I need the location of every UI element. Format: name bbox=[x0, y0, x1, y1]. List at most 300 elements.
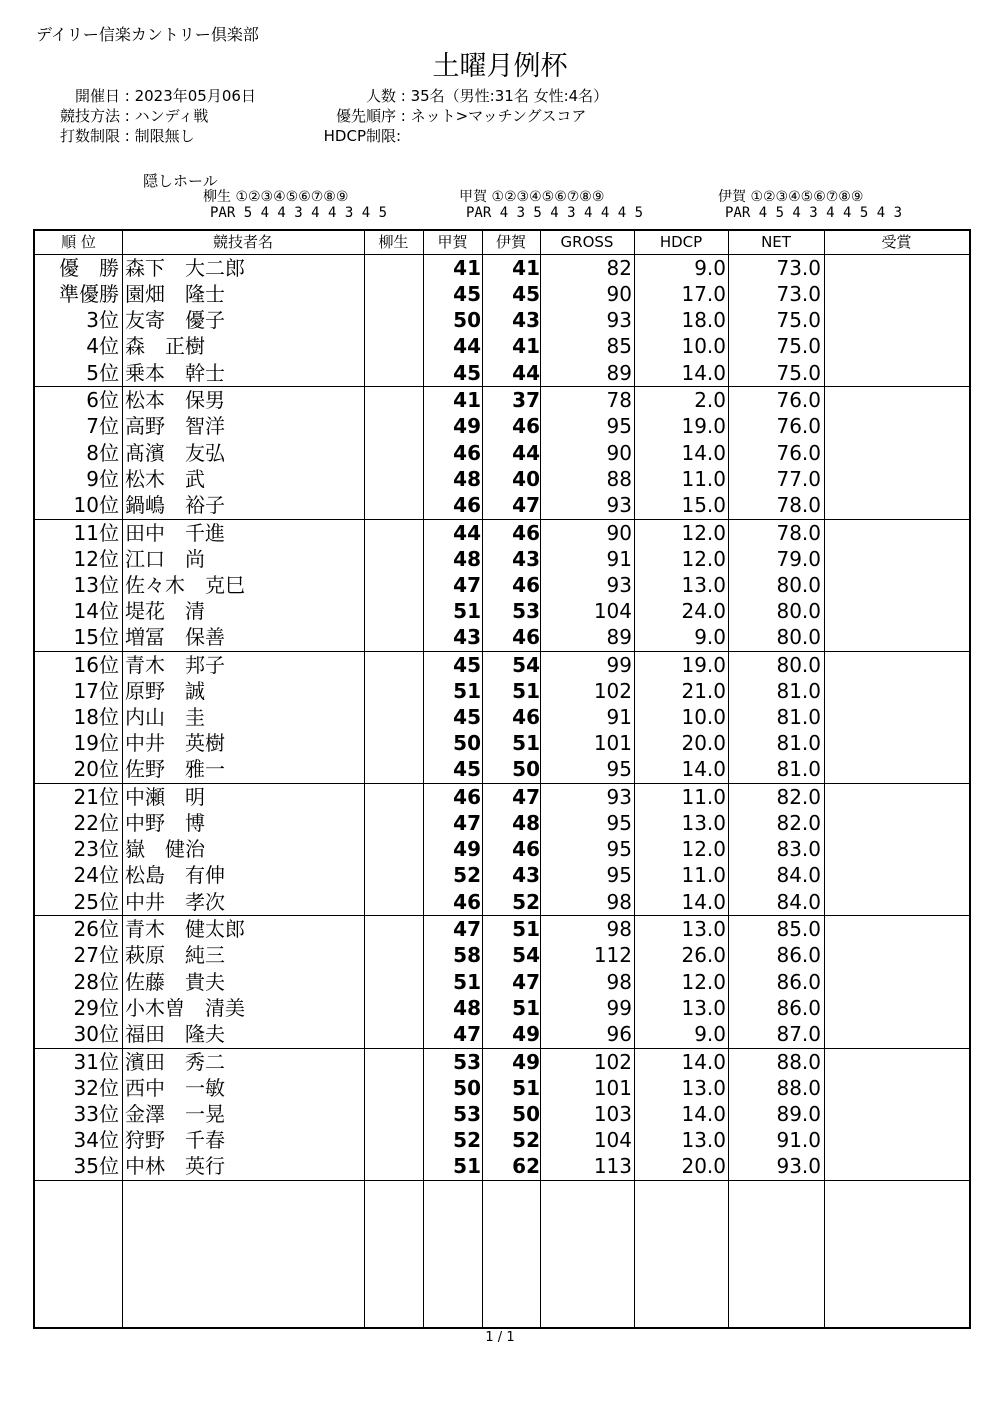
iga-score: 46 bbox=[512, 414, 540, 439]
hdcp-value: 19.0 bbox=[681, 652, 726, 677]
koka-score: 50 bbox=[453, 731, 481, 756]
table-row bbox=[35, 1049, 969, 1075]
rank-cell: 5位 bbox=[86, 360, 119, 385]
course-yagyu-par: PAR 5 4 4 3 4 4 3 4 5 bbox=[210, 205, 388, 221]
rank-cell: 28位 bbox=[73, 969, 119, 994]
player-name: 田中 千進 bbox=[125, 520, 225, 545]
koka-score: 58 bbox=[453, 943, 481, 968]
rank-cell: 35位 bbox=[73, 1154, 119, 1179]
player-name: 西中 一敏 bbox=[125, 1075, 225, 1100]
net-score: 80.0 bbox=[776, 652, 821, 677]
koka-score: 49 bbox=[453, 414, 481, 439]
player-name: 小木曽 清美 bbox=[125, 995, 245, 1020]
gross-score: 99 bbox=[606, 652, 632, 677]
gross-score: 98 bbox=[606, 917, 632, 942]
koka-score: 45 bbox=[453, 282, 481, 307]
player-name: 松本 保男 bbox=[125, 388, 225, 413]
gross-score: 102 bbox=[593, 678, 632, 703]
koka-score: 50 bbox=[453, 308, 481, 333]
rank-cell: 22位 bbox=[73, 811, 119, 836]
col-hdcp: HDCP bbox=[659, 233, 703, 251]
player-name: 佐野 雅一 bbox=[125, 757, 225, 782]
net-score: 86.0 bbox=[776, 943, 821, 968]
gross-score: 91 bbox=[606, 546, 632, 571]
net-score: 81.0 bbox=[776, 678, 821, 703]
rank-cell: 3位 bbox=[86, 308, 119, 333]
hdcp-value: 14.0 bbox=[681, 889, 726, 914]
info-label: 競技方法 bbox=[59, 107, 120, 125]
player-name: 園畑 隆士 bbox=[125, 282, 225, 307]
rank-cell: 16位 bbox=[73, 652, 119, 677]
player-name: 福田 隆夫 bbox=[125, 1021, 225, 1046]
hdcp-value: 14.0 bbox=[681, 360, 726, 385]
koka-score: 41 bbox=[453, 256, 481, 280]
rank-cell: 9位 bbox=[86, 466, 119, 491]
rank-cell: 34位 bbox=[73, 1127, 119, 1152]
gross-score: 88 bbox=[606, 466, 632, 491]
hole-marks: ①②③④⑤⑥⑦⑧⑨ bbox=[235, 189, 349, 205]
rank-cell: 21位 bbox=[73, 785, 119, 809]
koka-score: 50 bbox=[453, 1075, 481, 1100]
rank-cell: 25位 bbox=[73, 889, 119, 914]
player-name: 鍋嶋 裕子 bbox=[125, 492, 225, 517]
rank-cell: 29位 bbox=[73, 995, 119, 1020]
koka-score: 51 bbox=[453, 678, 481, 703]
player-name: 友寄 優子 bbox=[125, 308, 225, 333]
hdcp-value: 14.0 bbox=[681, 1049, 726, 1074]
table-row bbox=[35, 995, 969, 1021]
hdcp-value: 13.0 bbox=[681, 1075, 726, 1100]
table-row bbox=[35, 916, 969, 942]
col-iga: 伊賀 bbox=[495, 233, 526, 251]
results-table bbox=[33, 229, 971, 1329]
koka-score: 47 bbox=[453, 1021, 481, 1046]
col-name: 競技者名 bbox=[212, 233, 273, 251]
iga-score: 51 bbox=[512, 678, 540, 703]
gross-score: 104 bbox=[593, 1127, 632, 1152]
table-row bbox=[35, 466, 969, 492]
net-score: 82.0 bbox=[776, 785, 821, 809]
course-name: 柳生 bbox=[203, 189, 231, 205]
koka-score: 46 bbox=[453, 440, 481, 465]
player-name: 狩野 千春 bbox=[125, 1127, 225, 1152]
player-name: 萩原 純三 bbox=[125, 943, 225, 968]
koka-score: 43 bbox=[453, 625, 481, 650]
info-value: ネット>マッチングスコア bbox=[410, 107, 587, 125]
iga-score: 53 bbox=[512, 598, 540, 623]
iga-score: 44 bbox=[512, 440, 540, 465]
table-row bbox=[35, 1153, 969, 1179]
info-label: HDCP制限 bbox=[323, 127, 396, 145]
table-row bbox=[35, 598, 969, 624]
player-name: 嶽 健治 bbox=[125, 837, 205, 862]
page-title: 土曜月例杯 bbox=[432, 51, 568, 82]
koka-score: 51 bbox=[453, 1154, 481, 1179]
iga-score: 41 bbox=[512, 256, 540, 280]
rank-cell: 26位 bbox=[73, 917, 119, 942]
net-score: 80.0 bbox=[776, 598, 821, 623]
player-name: 金澤 一晃 bbox=[125, 1101, 225, 1126]
gross-score: 103 bbox=[593, 1101, 632, 1126]
table-row bbox=[35, 572, 969, 598]
rank-cell: 18位 bbox=[73, 705, 119, 730]
table-row bbox=[35, 1127, 969, 1153]
net-score: 88.0 bbox=[776, 1049, 821, 1074]
table-row bbox=[35, 520, 969, 546]
iga-score: 54 bbox=[512, 652, 540, 677]
table-row bbox=[35, 810, 969, 836]
iga-score: 51 bbox=[512, 917, 540, 942]
gross-score: 95 bbox=[606, 414, 632, 439]
course-yagyu-holes bbox=[203, 186, 348, 206]
iga-score: 47 bbox=[512, 492, 540, 517]
hdcp-value: 17.0 bbox=[681, 282, 726, 307]
hdcp-value: 14.0 bbox=[681, 440, 726, 465]
hdcp-value: 20.0 bbox=[681, 1154, 726, 1179]
col-koka: 甲賀 bbox=[437, 233, 468, 251]
player-name: 佐々木 克巳 bbox=[125, 572, 245, 597]
rank-cell: 11位 bbox=[73, 520, 119, 545]
rank-cell: 4位 bbox=[86, 334, 119, 359]
iga-score: 37 bbox=[512, 388, 540, 413]
koka-score: 47 bbox=[453, 917, 481, 942]
net-score: 77.0 bbox=[776, 466, 821, 491]
rank-cell: 13位 bbox=[73, 572, 119, 597]
player-name: 中井 英樹 bbox=[125, 731, 225, 756]
table-row bbox=[35, 492, 969, 518]
iga-score: 43 bbox=[512, 546, 540, 571]
koka-score: 53 bbox=[453, 1049, 481, 1074]
net-score: 84.0 bbox=[776, 889, 821, 914]
player-name: 増冨 保善 bbox=[125, 625, 225, 650]
gross-score: 85 bbox=[606, 334, 632, 359]
player-name: 江口 尚 bbox=[125, 546, 205, 571]
gross-score: 112 bbox=[593, 943, 632, 968]
koka-score: 48 bbox=[453, 546, 481, 571]
iga-score: 52 bbox=[512, 1127, 540, 1152]
hdcp-value: 12.0 bbox=[681, 520, 726, 545]
table-row bbox=[35, 942, 969, 968]
player-name: 青木 健太郎 bbox=[125, 917, 245, 942]
table-row bbox=[35, 333, 969, 359]
player-name: 中林 英行 bbox=[125, 1154, 225, 1179]
hdcp-value: 11.0 bbox=[681, 863, 726, 888]
hdcp-value: 9.0 bbox=[694, 625, 726, 650]
net-score: 76.0 bbox=[776, 414, 821, 439]
hdcp-value: 12.0 bbox=[681, 969, 726, 994]
hdcp-value: 13.0 bbox=[681, 1127, 726, 1152]
info-priority: 優先順序 : ネット>マッチングスコア bbox=[300, 106, 608, 126]
iga-score: 49 bbox=[512, 1049, 540, 1074]
iga-score: 46 bbox=[512, 625, 540, 650]
gross-score: 89 bbox=[606, 360, 632, 385]
info-value: 2023年05月06日 bbox=[134, 87, 256, 105]
gross-score: 104 bbox=[593, 598, 632, 623]
hdcp-value: 15.0 bbox=[681, 492, 726, 517]
info-right bbox=[300, 86, 608, 146]
net-score: 84.0 bbox=[776, 863, 821, 888]
table-row bbox=[35, 387, 969, 413]
hdcp-value: 12.0 bbox=[681, 837, 726, 862]
koka-score: 46 bbox=[453, 889, 481, 914]
page-number: 1 / 1 bbox=[485, 1330, 515, 1345]
gross-score: 95 bbox=[606, 811, 632, 836]
player-name: 松木 武 bbox=[125, 466, 205, 491]
iga-score: 45 bbox=[512, 282, 540, 307]
koka-score: 52 bbox=[453, 863, 481, 888]
gross-score: 78 bbox=[606, 388, 632, 413]
gross-score: 90 bbox=[606, 282, 632, 307]
gross-score: 101 bbox=[593, 1075, 632, 1100]
koka-score: 46 bbox=[453, 785, 481, 809]
net-score: 86.0 bbox=[776, 969, 821, 994]
net-score: 73.0 bbox=[776, 256, 821, 280]
col-award: 受賞 bbox=[881, 233, 912, 251]
table-row bbox=[35, 730, 969, 756]
rank-cell: 12位 bbox=[73, 546, 119, 571]
hdcp-value: 9.0 bbox=[694, 256, 726, 280]
info-label: 打数制限 bbox=[59, 127, 120, 145]
net-score: 82.0 bbox=[776, 811, 821, 836]
iga-score: 51 bbox=[512, 1075, 540, 1100]
koka-score: 45 bbox=[453, 652, 481, 677]
gross-score: 98 bbox=[606, 969, 632, 994]
hdcp-value: 10.0 bbox=[681, 705, 726, 730]
gross-score: 102 bbox=[593, 1049, 632, 1074]
koka-score: 47 bbox=[453, 572, 481, 597]
net-score: 78.0 bbox=[776, 520, 821, 545]
course-name: 甲賀 bbox=[459, 189, 487, 205]
net-score: 87.0 bbox=[776, 1021, 821, 1046]
iga-score: 43 bbox=[512, 308, 540, 333]
info-date: 開催日 : 2023年05月06日 bbox=[40, 86, 256, 106]
net-score: 75.0 bbox=[776, 308, 821, 333]
table-row bbox=[35, 889, 969, 915]
hdcp-value: 19.0 bbox=[681, 414, 726, 439]
rank-cell: 20位 bbox=[73, 757, 119, 782]
hdcp-value: 26.0 bbox=[681, 943, 726, 968]
koka-score: 48 bbox=[453, 995, 481, 1020]
koka-score: 49 bbox=[453, 837, 481, 862]
net-score: 80.0 bbox=[776, 625, 821, 650]
info-value: ハンディ戦 bbox=[134, 107, 209, 125]
info-label: 人数 bbox=[365, 87, 396, 105]
player-name: 髙濱 友弘 bbox=[125, 440, 225, 465]
hdcp-value: 11.0 bbox=[681, 785, 726, 809]
rank-cell: 10位 bbox=[73, 492, 119, 517]
koka-score: 48 bbox=[453, 466, 481, 491]
table-row bbox=[35, 255, 969, 281]
iga-score: 50 bbox=[512, 757, 540, 782]
table-row bbox=[35, 440, 969, 466]
iga-score: 62 bbox=[512, 1154, 540, 1179]
course-iga-holes bbox=[718, 186, 863, 206]
rank-cell: 27位 bbox=[73, 943, 119, 968]
net-score: 93.0 bbox=[776, 1154, 821, 1179]
gross-score: 98 bbox=[606, 889, 632, 914]
iga-score: 51 bbox=[512, 995, 540, 1020]
info-value: 35名（男性:31名 女性:4名） bbox=[410, 87, 609, 105]
info-method: 競技方法 : ハンディ戦 bbox=[40, 106, 256, 126]
player-name: 内山 圭 bbox=[125, 705, 205, 730]
table-row bbox=[35, 1021, 969, 1047]
iga-score: 52 bbox=[512, 889, 540, 914]
net-score: 88.0 bbox=[776, 1075, 821, 1100]
rank-cell: 23位 bbox=[73, 837, 119, 862]
gross-score: 95 bbox=[606, 757, 632, 782]
hdcp-value: 20.0 bbox=[681, 731, 726, 756]
koka-score: 44 bbox=[453, 334, 481, 359]
koka-score: 46 bbox=[453, 492, 481, 517]
col-gross: GROSS bbox=[560, 233, 614, 251]
net-score: 81.0 bbox=[776, 705, 821, 730]
net-score: 78.0 bbox=[776, 492, 821, 517]
player-name: 乗本 幹士 bbox=[125, 360, 225, 385]
rank-cell: 30位 bbox=[73, 1021, 119, 1046]
player-name: 中井 孝次 bbox=[125, 889, 225, 914]
course-name: 伊賀 bbox=[718, 189, 746, 205]
net-score: 81.0 bbox=[776, 731, 821, 756]
iga-score: 40 bbox=[512, 466, 540, 491]
info-label: 開催日 bbox=[74, 87, 120, 105]
gross-score: 95 bbox=[606, 863, 632, 888]
rank-cell: 24位 bbox=[73, 863, 119, 888]
iga-score: 46 bbox=[512, 520, 540, 545]
table-row bbox=[35, 969, 969, 995]
table-row bbox=[35, 360, 969, 386]
player-name: 中野 博 bbox=[125, 811, 205, 836]
hdcp-value: 13.0 bbox=[681, 572, 726, 597]
rank-cell: 19位 bbox=[73, 731, 119, 756]
gross-score: 93 bbox=[606, 572, 632, 597]
net-score: 75.0 bbox=[776, 334, 821, 359]
iga-score: 43 bbox=[512, 863, 540, 888]
table-row bbox=[35, 862, 969, 888]
player-name: 森下 大二郎 bbox=[125, 256, 245, 280]
hdcp-value: 11.0 bbox=[681, 466, 726, 491]
hdcp-value: 9.0 bbox=[694, 1021, 726, 1046]
table-row bbox=[35, 546, 969, 572]
net-score: 91.0 bbox=[776, 1127, 821, 1152]
table-row bbox=[35, 784, 969, 810]
net-score: 76.0 bbox=[776, 388, 821, 413]
gross-score: 113 bbox=[593, 1154, 632, 1179]
table-row bbox=[35, 281, 969, 307]
hole-marks: ①②③④⑤⑥⑦⑧⑨ bbox=[491, 189, 605, 205]
hdcp-value: 10.0 bbox=[681, 334, 726, 359]
koka-score: 51 bbox=[453, 598, 481, 623]
hdcp-value: 14.0 bbox=[681, 1101, 726, 1126]
koka-score: 45 bbox=[453, 705, 481, 730]
iga-score: 54 bbox=[512, 943, 540, 968]
net-score: 76.0 bbox=[776, 440, 821, 465]
gross-score: 90 bbox=[606, 440, 632, 465]
player-name: 堤花 清 bbox=[125, 598, 205, 623]
iga-score: 47 bbox=[512, 969, 540, 994]
net-score: 81.0 bbox=[776, 757, 821, 782]
rank-cell: 15位 bbox=[73, 625, 119, 650]
course-iga-par: PAR 4 5 4 3 4 4 5 4 3 bbox=[725, 205, 903, 221]
col-yagyu: 柳生 bbox=[378, 233, 409, 251]
player-name: 中瀬 明 bbox=[125, 785, 205, 809]
player-name: 原野 誠 bbox=[125, 678, 205, 703]
course-koka-par: PAR 4 3 5 4 3 4 4 4 5 bbox=[466, 205, 644, 221]
table-row bbox=[35, 624, 969, 650]
gross-score: 99 bbox=[606, 995, 632, 1020]
rank-cell: 7位 bbox=[86, 414, 119, 439]
net-score: 85.0 bbox=[776, 917, 821, 942]
course-koka-holes bbox=[459, 186, 604, 206]
gross-score: 89 bbox=[606, 625, 632, 650]
iga-score: 41 bbox=[512, 334, 540, 359]
table-row bbox=[35, 1101, 969, 1127]
hdcp-value: 13.0 bbox=[681, 917, 726, 942]
iga-score: 44 bbox=[512, 360, 540, 385]
koka-score: 53 bbox=[453, 1101, 481, 1126]
rank-cell: 17位 bbox=[73, 678, 119, 703]
table-row bbox=[35, 836, 969, 862]
gross-score: 93 bbox=[606, 308, 632, 333]
net-score: 75.0 bbox=[776, 360, 821, 385]
table-row bbox=[35, 678, 969, 704]
rank-cell: 31位 bbox=[73, 1049, 119, 1074]
table-row bbox=[35, 652, 969, 678]
hdcp-value: 21.0 bbox=[681, 678, 726, 703]
gross-score: 90 bbox=[606, 520, 632, 545]
info-label: 優先順序 bbox=[335, 107, 396, 125]
col-rank: 順 位 bbox=[61, 233, 96, 251]
info-value: 制限無し bbox=[134, 127, 195, 145]
hdcp-value: 18.0 bbox=[681, 308, 726, 333]
koka-score: 45 bbox=[453, 757, 481, 782]
info-left bbox=[40, 86, 256, 146]
iga-score: 46 bbox=[512, 572, 540, 597]
net-score: 79.0 bbox=[776, 546, 821, 571]
rank-cell: 32位 bbox=[73, 1075, 119, 1100]
hdcp-value: 13.0 bbox=[681, 995, 726, 1020]
player-name: 青木 邦子 bbox=[125, 652, 225, 677]
koka-score: 44 bbox=[453, 520, 481, 545]
koka-score: 47 bbox=[453, 811, 481, 836]
hdcp-value: 24.0 bbox=[681, 598, 726, 623]
info-players: 人数 : 35名（男性:31名 女性:4名） bbox=[300, 86, 608, 106]
iga-score: 51 bbox=[512, 731, 540, 756]
info-hdcp-limit: HDCP制限: bbox=[300, 126, 608, 146]
gross-score: 93 bbox=[606, 492, 632, 517]
iga-score: 49 bbox=[512, 1021, 540, 1046]
iga-score: 46 bbox=[512, 705, 540, 730]
gross-score: 101 bbox=[593, 731, 632, 756]
player-name: 松島 有伸 bbox=[125, 863, 225, 888]
col-net: NET bbox=[761, 233, 791, 251]
club-name: デイリー信楽カントリー倶楽部 bbox=[36, 25, 259, 44]
gross-score: 82 bbox=[606, 256, 632, 280]
info-limit: 打数制限 : 制限無し bbox=[40, 126, 256, 146]
hole-marks: ①②③④⑤⑥⑦⑧⑨ bbox=[750, 189, 864, 205]
iga-score: 46 bbox=[512, 837, 540, 862]
koka-score: 45 bbox=[453, 360, 481, 385]
net-score: 83.0 bbox=[776, 837, 821, 862]
koka-score: 51 bbox=[453, 969, 481, 994]
koka-score: 52 bbox=[453, 1127, 481, 1152]
table-row bbox=[35, 413, 969, 439]
hdcp-value: 2.0 bbox=[694, 388, 726, 413]
player-name: 森 正樹 bbox=[125, 334, 205, 359]
hdcp-value: 12.0 bbox=[681, 546, 726, 571]
gross-score: 91 bbox=[606, 705, 632, 730]
net-score: 73.0 bbox=[776, 282, 821, 307]
gross-score: 93 bbox=[606, 785, 632, 809]
